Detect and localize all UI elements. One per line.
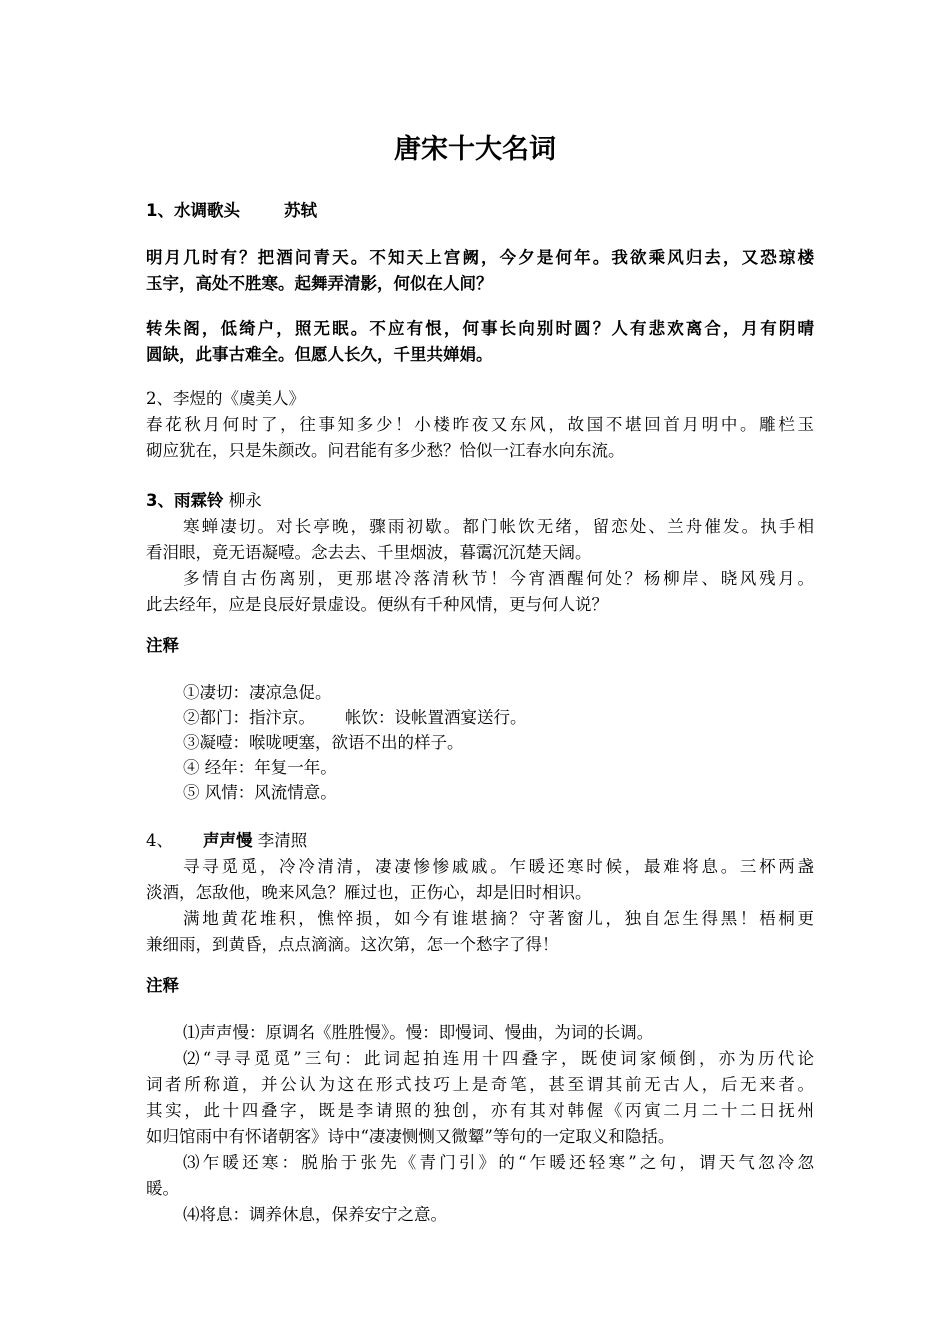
poem3-note: ③凝噎：喉咙哽塞，欲语不出的样子。 <box>183 733 464 752</box>
poem3-heading-number: 3、雨霖铃 <box>146 491 224 510</box>
poem4-line: 满地黄花堆积，憔悴损，如今有谁堪摘？守著窗儿，独自怎生得黑！梧桐更 <box>183 909 814 928</box>
poem4-heading-author: 李清照 <box>257 831 308 850</box>
poem3-line: 看泪眼，竟无语凝噎。念去去、千里烟波，暮霭沉沉楚天阔。 <box>146 543 592 562</box>
poem4-note: ⑴声声慢：原调名《胜胜慢》。慢：即慢词、慢曲，为词的长调。 <box>183 1023 654 1042</box>
poem3-note-text: ②都门：指汴京。 <box>183 708 315 727</box>
poem1-heading-author: 苏轼 <box>283 201 317 220</box>
poem3-note-text: 帐饮：设帐置酒宴送行。 <box>345 708 527 727</box>
poem4-note: 暖。 <box>146 1179 179 1198</box>
poem1-line: 明月几时有？把酒问青天。不知天上宫阙，今夕是何年。我欲乘风归去，又恐琼楼 <box>146 248 814 267</box>
poem4-note: 如归馆雨中有怀诸朝客》诗中“凄凄恻恻又微颦”等句的一定取义和隐括。 <box>146 1127 675 1146</box>
poem4-line: 淡酒，怎敌他，晚来风急？雁过也，正伤心，却是旧时相识。 <box>146 883 592 902</box>
poem4-note: 词者所称道，并公认为这在形式技巧上是奇笔，甚至谓其前无古人，后无来者。 <box>146 1075 814 1094</box>
poem1-heading <box>146 198 814 224</box>
poem4-note: ⑵“寻寻觅觅”三句：此词起拍连用十四叠字，既使词家倾倒，亦为历代论 <box>183 1049 814 1068</box>
poem4-note: ⑷将息：调养休息，保养安宁之意。 <box>183 1205 447 1224</box>
poem3-note: ①凄切：凄凉急促。 <box>183 683 332 702</box>
poem3-notes-heading: 注释 <box>146 636 179 655</box>
poem2-line: 春花秋月何时了，往事知多少！小楼昨夜又东风，故国不堪回首月明中。雕栏玉 <box>146 415 814 434</box>
poem4-note: 其实，此十四叠字，既是李请照的独创，亦有其对韩偓《丙寅二月二十二日抚州 <box>146 1101 814 1120</box>
poem4-note: ⑶乍暖还寒：脱胎于张先《青门引》的“乍暖还轻寒”之句，谓天气忽冷忽 <box>183 1153 814 1172</box>
poem2-heading: 2、李煜的《虞美人》 <box>146 389 305 408</box>
poem3-heading <box>146 488 814 514</box>
poem3-note: ④ 经年：年复一年。 <box>183 758 337 777</box>
poem4-heading <box>146 828 814 854</box>
poem1-line: 玉宇，高处不胜寒。起舞弄清影，何似在人间？ <box>146 274 493 293</box>
poem1-heading-number: 1、水调歌头 <box>146 201 240 220</box>
poem3-line: 此去经年，应是良辰好景虚设。便纵有千种风情，更与何人说？ <box>146 595 608 614</box>
poem4-heading-number: 4、 <box>146 831 173 850</box>
poem3-line: 多情自古伤离别，更那堪冷落清秋节！今宵酒醒何处？杨柳岸、晓风残月。 <box>183 569 814 588</box>
poem4-heading-title: 声声慢 <box>203 831 253 850</box>
poem1-line: 圆缺，此事古难全。但愿人长久，千里共婵娟。 <box>146 345 493 364</box>
poem4-line: 兼细雨，到黄昏，点点滴滴。这次第，怎一个愁字了得！ <box>146 935 559 954</box>
poem1-line: 转朱阁，低绮户，照无眠。不应有恨，何事长向别时圆？人有悲欢离合，月有阴晴 <box>146 319 814 338</box>
poem4-line: 寻寻觅觅，冷冷清清，凄凄惨惨戚戚。乍暖还寒时候，最难将息。三杯两盏 <box>183 857 814 876</box>
poem3-note <box>146 705 814 731</box>
poem3-note: ⑤ 风情：风流情意。 <box>183 783 337 802</box>
poem2-line: 砌应犹在，只是朱颜改。问君能有多少愁？恰似一江春水向东流。 <box>146 441 625 460</box>
poem4-notes-heading: 注释 <box>146 976 179 995</box>
poem3-heading-author: 柳永 <box>228 491 262 510</box>
page-title: 唐宋十大名词 <box>394 134 556 165</box>
poem3-line: 寒蝉凄切。对长亭晚，骤雨初歇。都门帐饮无绪，留恋处、兰舟催发。执手相 <box>183 517 814 536</box>
